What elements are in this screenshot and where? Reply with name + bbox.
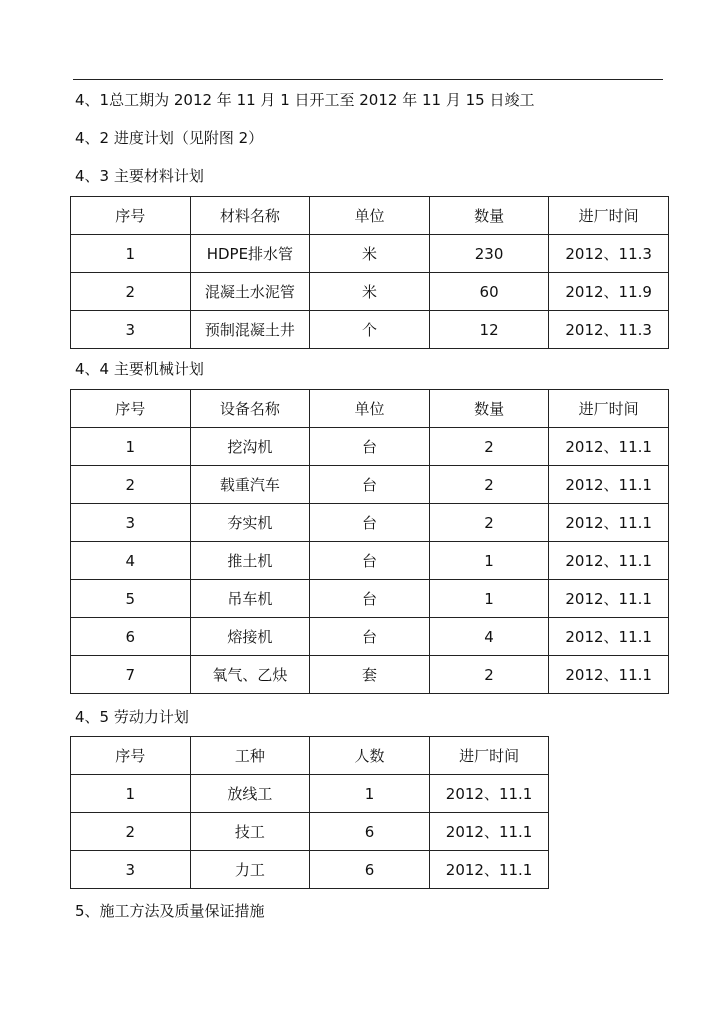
- table-row: [71, 656, 669, 694]
- table-cell: 3: [71, 851, 191, 889]
- table-row: [71, 580, 669, 618]
- table-row: [71, 775, 549, 813]
- table-row: [71, 542, 669, 580]
- header-cell: 序号: [71, 737, 191, 775]
- table-cell: 2: [71, 466, 191, 504]
- table-row: [71, 851, 549, 889]
- table-cell: 2: [71, 813, 191, 851]
- table-cell: HDPE排水管: [190, 235, 310, 273]
- table-cell: 2012、11.1: [549, 542, 669, 580]
- table-row: [71, 311, 669, 349]
- table-cell: 放线工: [190, 775, 310, 813]
- header-cell: 进厂时间: [549, 390, 669, 428]
- table-cell: 米: [310, 273, 430, 311]
- table-cell: 1: [310, 775, 430, 813]
- table-cell: 台: [310, 504, 430, 542]
- table-cell: 套: [310, 656, 430, 694]
- header-cell: 数量: [429, 390, 549, 428]
- header-cell: 进厂时间: [549, 197, 669, 235]
- table-cell: 个: [310, 311, 430, 349]
- header-rule: [73, 79, 663, 80]
- table-cell: 1: [71, 428, 191, 466]
- table-cell: 氧气、乙炔: [190, 656, 310, 694]
- table-cell: 2012、11.1: [429, 813, 549, 851]
- heading-progress-plan: 4、2 进度计划（见附图 2）: [75, 129, 264, 147]
- table-cell: 3: [71, 504, 191, 542]
- table-cell: 1: [71, 775, 191, 813]
- table-cell: 6: [71, 618, 191, 656]
- header-cell: 人数: [310, 737, 430, 775]
- table-cell: 1: [429, 580, 549, 618]
- header-cell: 工种: [190, 737, 310, 775]
- table-cell: 1: [429, 542, 549, 580]
- table-cell: 力工: [190, 851, 310, 889]
- table-cell: 2012、11.1: [429, 851, 549, 889]
- table-cell: 3: [71, 311, 191, 349]
- table-cell: 2: [429, 466, 549, 504]
- heading-labor-plan: 4、5 劳动力计划: [75, 708, 189, 726]
- labor-plan-table: [70, 736, 549, 889]
- table-cell: 熔接机: [190, 618, 310, 656]
- machinery-plan-table: [70, 389, 669, 694]
- table-cell: 2: [71, 273, 191, 311]
- table-cell: 2: [429, 428, 549, 466]
- material-plan-table: [70, 196, 669, 349]
- table-row: [71, 273, 669, 311]
- heading-total-schedule: 4、1总工期为 2012 年 11 月 1 日开工至 2012 年 11 月 15 日竣工: [75, 91, 535, 109]
- table-cell: 2012、11.1: [549, 428, 669, 466]
- table-cell: 2012、11.1: [549, 466, 669, 504]
- table-cell: 4: [429, 618, 549, 656]
- table-cell: 2012、11.1: [429, 775, 549, 813]
- heading-material-plan: 4、3 主要材料计划: [75, 167, 204, 185]
- header-cell: 材料名称: [190, 197, 310, 235]
- table-header-row: [71, 390, 669, 428]
- table-cell: 2: [429, 504, 549, 542]
- table-row: [71, 504, 669, 542]
- table-cell: 2: [429, 656, 549, 694]
- table-cell: 2012、11.1: [549, 580, 669, 618]
- table-cell: 台: [310, 618, 430, 656]
- header-cell: 进厂时间: [429, 737, 549, 775]
- table-cell: 技工: [190, 813, 310, 851]
- table-cell: 挖沟机: [190, 428, 310, 466]
- table-cell: 台: [310, 466, 430, 504]
- header-cell: 单位: [310, 197, 430, 235]
- table-cell: 5: [71, 580, 191, 618]
- table-cell: 米: [310, 235, 430, 273]
- table-cell: 12: [429, 311, 549, 349]
- table-cell: 2012、11.3: [549, 311, 669, 349]
- table-cell: 2012、11.1: [549, 504, 669, 542]
- table-row: [71, 235, 669, 273]
- table-cell: 2012、11.3: [549, 235, 669, 273]
- table-cell: 吊车机: [190, 580, 310, 618]
- header-cell: 设备名称: [190, 390, 310, 428]
- table-cell: 2012、11.1: [549, 618, 669, 656]
- table-row: [71, 466, 669, 504]
- table-header-row: [71, 197, 669, 235]
- table-header-row: [71, 737, 549, 775]
- table-cell: 1: [71, 235, 191, 273]
- heading-machinery-plan: 4、4 主要机械计划: [75, 360, 204, 378]
- header-cell: 单位: [310, 390, 430, 428]
- table-cell: 230: [429, 235, 549, 273]
- heading-construction-methods: 5、施工方法及质量保证措施: [75, 902, 265, 920]
- table-cell: 推土机: [190, 542, 310, 580]
- table-row: [71, 813, 549, 851]
- table-cell: 预制混凝土井: [190, 311, 310, 349]
- header-cell: 数量: [429, 197, 549, 235]
- table-cell: 7: [71, 656, 191, 694]
- table-cell: 6: [310, 813, 430, 851]
- table-cell: 台: [310, 542, 430, 580]
- table-cell: 混凝土水泥管: [190, 273, 310, 311]
- table-cell: 2012、11.9: [549, 273, 669, 311]
- table-cell: 载重汽车: [190, 466, 310, 504]
- table-row: [71, 618, 669, 656]
- table-cell: 6: [310, 851, 430, 889]
- table-cell: 台: [310, 580, 430, 618]
- table-cell: 4: [71, 542, 191, 580]
- header-cell: 序号: [71, 390, 191, 428]
- table-cell: 2012、11.1: [549, 656, 669, 694]
- table-cell: 台: [310, 428, 430, 466]
- header-cell: 序号: [71, 197, 191, 235]
- table-row: [71, 428, 669, 466]
- table-cell: 60: [429, 273, 549, 311]
- table-cell: 夯实机: [190, 504, 310, 542]
